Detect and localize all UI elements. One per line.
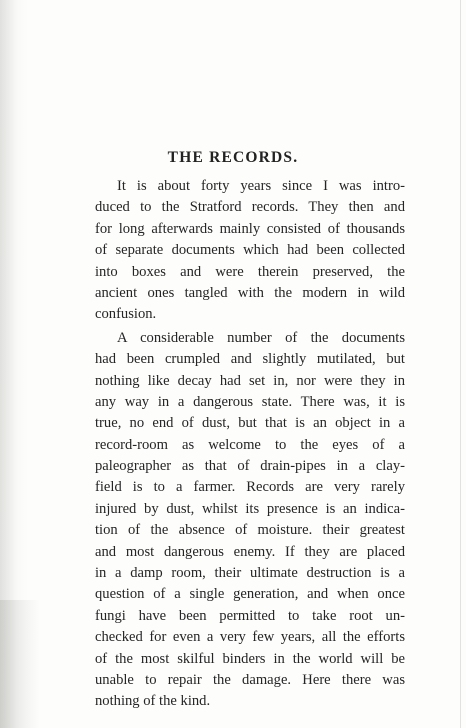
text-line: checked for even a very few years, all the efforts xyxy=(95,629,405,646)
body-text xyxy=(95,176,405,713)
text-line: unable to repair the damage. Here there was xyxy=(95,671,405,688)
text-line: A considerable number of the documents xyxy=(117,329,405,346)
text-line: had been crumpled and slightly mutilated, but xyxy=(95,351,405,368)
binding-shadow-lower xyxy=(0,600,40,728)
text-line: in a damp room, their ultimate destruction is a xyxy=(95,565,405,582)
text-line: of separate documents which had been collected xyxy=(95,242,405,259)
text-line: It is about forty years since I was intro- xyxy=(117,178,405,194)
page-edge xyxy=(460,0,461,728)
text-line: paleographer as that of drain-pipes in a clay- xyxy=(95,458,405,475)
text-line: injured by dust, whilst its presence is an indica- xyxy=(95,500,405,517)
text-line: duced to the Stratford records. They then and xyxy=(95,199,405,216)
text-line: question of a single generation, and when once xyxy=(95,586,405,603)
text-line: ancient ones tangled with the modern in wild xyxy=(95,284,405,301)
text-line: confusion. xyxy=(95,306,157,323)
text-line: fungi have been permitted to take root un- xyxy=(95,607,405,624)
text-line: of the most skilful binders in the world will be xyxy=(95,650,405,667)
text-line: true, no end of dust, but that is an object in a xyxy=(95,415,405,432)
text-line: tion of the absence of moisture. their greatest xyxy=(95,522,405,539)
text-line: nothing of the kind. xyxy=(95,693,211,710)
chapter-title: THE RECORDS. xyxy=(167,149,299,166)
text-line: into boxes and were therein preserved, the xyxy=(95,263,405,280)
text-line: record-room as welcome to the eyes of a xyxy=(95,436,405,453)
text-line: for long afterwards mainly consisted of thousands xyxy=(95,220,405,237)
text-line: nothing like decay had set in, nor were they in xyxy=(95,372,405,389)
text-line: and most dangerous enemy. If they are placed xyxy=(95,543,405,560)
text-line: any way in a dangerous state. There was, it is xyxy=(95,393,405,410)
text-line: field is to a farmer. Records are very rarely xyxy=(95,479,405,496)
